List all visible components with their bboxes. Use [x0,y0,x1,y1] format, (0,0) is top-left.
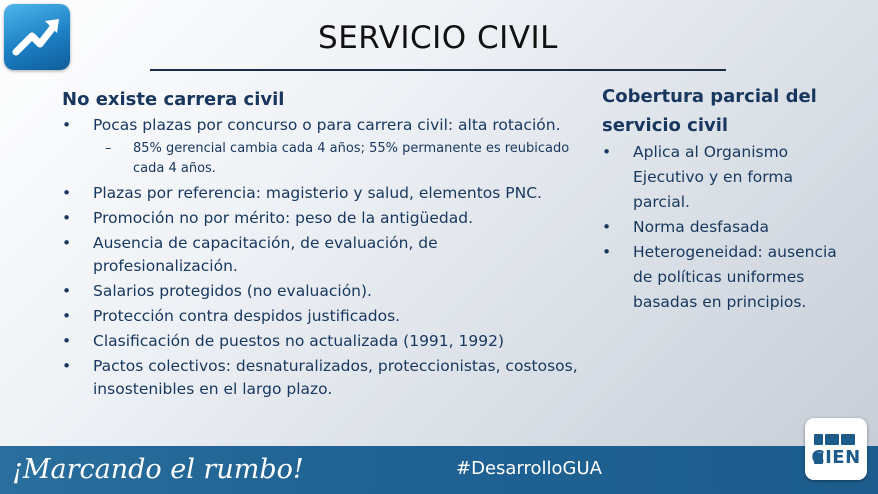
page-title: SERVICIO CIVIL [318,20,558,56]
bullet-icon: • [602,243,612,261]
dash-icon: – [105,141,112,156]
list-item [62,280,582,303]
cien-logo [805,418,867,480]
list-item [62,305,582,328]
list-item-text: Promoción no por mérito: peso de la antigüedad. [93,209,474,227]
left-heading: No existe carrera civil [62,89,285,110]
logo-word: CIEN [811,447,861,468]
trend-arrow-icon [4,4,70,70]
list-item [62,207,582,230]
bullet-icon: • [62,184,72,202]
bullet-icon: • [62,307,72,325]
list-item-text: Ausencia de capacitación, de evaluación, de profesionalización. [93,234,438,275]
right-column [602,82,842,315]
footer-hashtag: #DesarrolloGUA [456,458,602,479]
bullet-icon: • [602,218,612,236]
left-column [62,85,582,403]
list-item [602,240,842,315]
list-item [62,232,582,278]
list-item-text: Pocas plazas por concurso o para carrera civil: alta rotación. [93,116,561,134]
bullet-icon: • [62,282,72,300]
bullet-icon: • [62,209,72,227]
bullet-icon: • [62,116,72,134]
list-item-text: Heterogeneidad: ausencia de políticas uniformes basadas en principios. [633,243,837,311]
list-item [62,182,582,205]
list-item-text: Pactos colectivos: desnaturalizados, proteccionistas, costosos, insostenibles en el largo plazo. [93,357,578,398]
list-item [602,140,842,215]
title-divider [150,69,726,71]
footer-slogan: ¡Marcando el rumbo! [12,454,304,485]
list-item [62,330,582,353]
bullet-icon: • [62,234,72,252]
list-item [62,355,582,401]
list-item-text: Protección contra despidos justificados. [93,307,401,325]
list-item-text: Clasificación de puestos no actualizada (1991, 1992) [93,332,504,350]
list-item-text: Norma desfasada [633,218,770,236]
bullet-icon: • [62,332,72,350]
list-item [602,215,842,240]
footer-bar [0,446,878,494]
bullet-icon: • [62,357,72,375]
sub-list-item [93,139,582,179]
bullet-icon: • [602,143,612,161]
left-list [62,114,582,401]
list-item-text: Salarios protegidos (no evaluación). [93,282,372,300]
sub-list-item-text: 85% gerencial cambia cada 4 años; 55% permanente es reubicado cada 4 años. [133,141,570,176]
right-heading: Cobertura parcial del servicio civil [602,86,817,136]
list-item-text: Aplica al Organismo Ejecutivo y en forma parcial. [633,143,793,211]
sub-list [93,139,582,179]
list-item-text: Plazas por referencia: magisterio y salud, elementos PNC. [93,184,542,202]
list-item [62,114,582,179]
right-list [602,140,842,315]
